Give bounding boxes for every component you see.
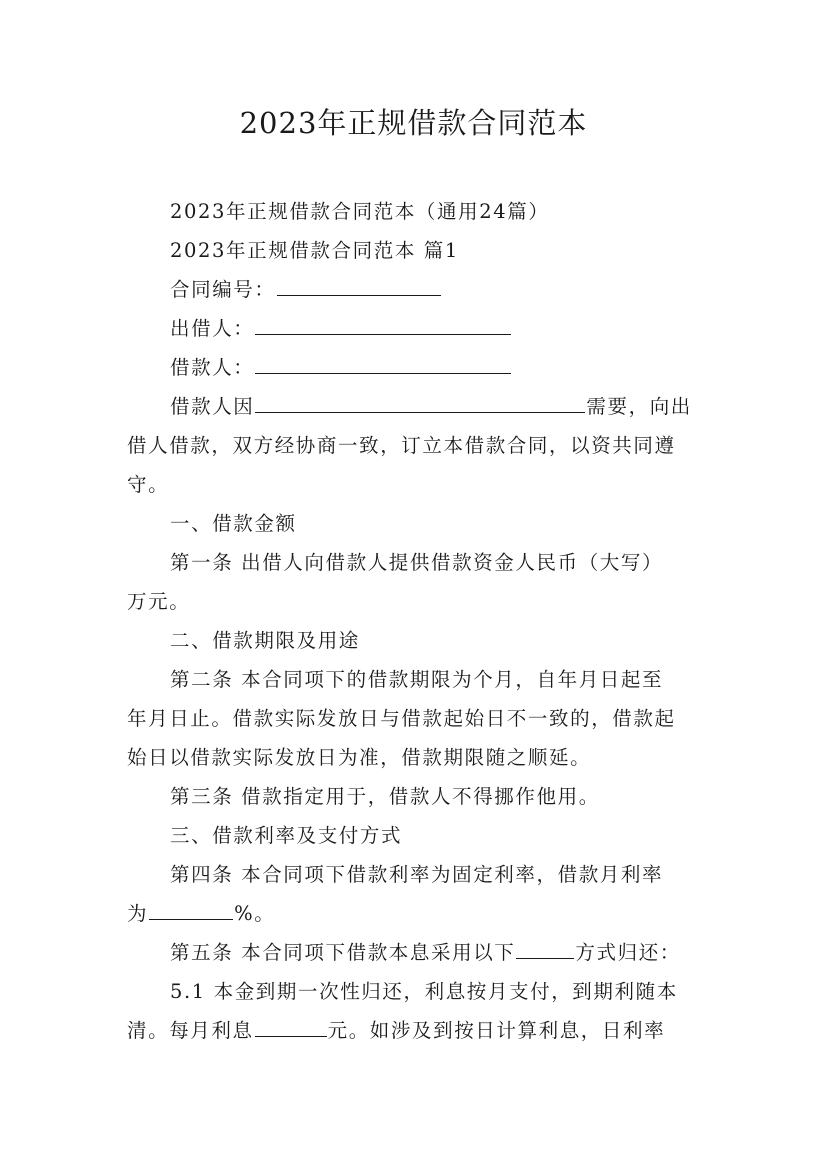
intro-line-1	[170, 392, 750, 422]
lender-blank	[255, 316, 511, 335]
borrower-line	[170, 353, 750, 383]
article-2-line-2: 年月日止。借款实际发放日与借款起始日不一致的，借款起	[127, 707, 676, 730]
lender-label: 出借人：	[170, 317, 255, 340]
intro-line-3: 守。	[127, 473, 170, 496]
article-4-prefix: 为	[127, 902, 149, 925]
article-5-prefix: 第五条 本合同项下借款本息采用以下	[170, 941, 516, 964]
article-5-suffix: 方式归还：	[575, 941, 681, 964]
document-title: 2023年正规借款合同范本	[239, 106, 588, 140]
monthly-rate-blank	[149, 901, 233, 920]
section-heading: 2023年正规借款合同范本 篇1	[170, 239, 459, 262]
contract-number-blank	[277, 277, 441, 296]
borrower-label: 借款人：	[170, 356, 255, 379]
clause-5-1-suffix: 元。如涉及到按日计算利息，日利率	[327, 1019, 666, 1042]
clause-5-1-line-1: 5.1 本金到期一次性归还，利息按月支付，到期利随本	[170, 980, 678, 1003]
intro-line-2: 借人借款，双方经协商一致，订立本借款合同，以资共同遵	[127, 434, 676, 457]
contract-number-label: 合同编号：	[170, 278, 276, 301]
article-1-line-2: 万元。	[127, 590, 191, 613]
borrower-blank	[255, 355, 511, 374]
contract-number-line	[170, 275, 750, 305]
clause-5-1-prefix: 清。每月利息	[127, 1019, 254, 1042]
intro-text-b: 需要，向出	[586, 395, 692, 418]
subtitle: 2023年正规借款合同范本（通用24篇）	[170, 200, 550, 223]
article-2-line-1: 第二条 本合同项下的借款期限为个月，自年月日起至	[170, 668, 664, 691]
article-5	[170, 938, 750, 968]
intro-text-a: 借款人因	[170, 395, 255, 418]
article-2-line-3: 始日以借款实际发放日为准，借款期限随之顺延。	[127, 746, 592, 769]
article-3: 第三条 借款指定用于，借款人不得挪作他用。	[170, 785, 600, 808]
article-4-suffix: %。	[234, 902, 276, 925]
lender-line	[170, 314, 750, 344]
article-1-line-1: 第一条 出借人向借款人提供借款资金人民币（大写）	[170, 551, 664, 574]
monthly-interest-blank	[255, 1018, 327, 1037]
purpose-blank	[255, 394, 585, 413]
repayment-method-blank	[516, 940, 574, 959]
heading-loan-term: 二、借款期限及用途	[170, 629, 360, 652]
heading-interest: 三、借款利率及支付方式	[170, 824, 403, 847]
article-4-line-1: 第四条 本合同项下借款利率为固定利率，借款月利率	[170, 863, 664, 886]
clause-5-1-line-2	[127, 1016, 707, 1046]
heading-loan-amount: 一、借款金额	[170, 512, 297, 535]
article-4-line-2	[127, 899, 707, 929]
